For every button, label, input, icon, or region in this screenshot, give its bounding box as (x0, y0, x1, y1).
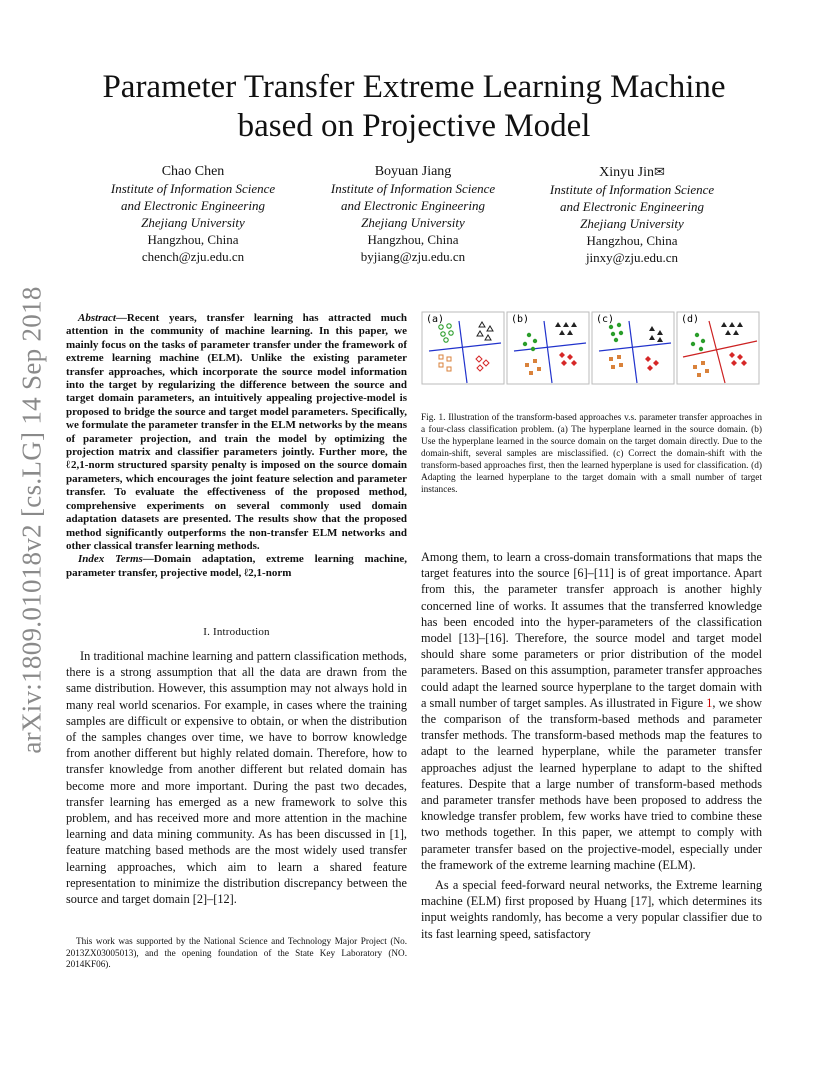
figure-reference-link[interactable]: 1 (706, 695, 713, 710)
author-block-3 (532, 163, 732, 266)
title-line-1: Parameter Transfer Extreme Learning Machine (102, 69, 726, 105)
panel-label-d: (d) (681, 314, 700, 325)
index-terms-label: Index Terms (78, 553, 143, 566)
figure-1-graphic (421, 311, 761, 385)
intro-paragraph-right: Among them, to learn a cross-domain transformations that maps the target features into the source [6]–[11] is of great importance. Apart from this, the parameter transfer approach is another highly concerned line of works. It assumes that the transferred knowledge has been encoded into the hyper-parameters of the classification model [13]–[16]. Therefore, the source model and target model should share some parameters or prior distribution of the model parameters. Based on this assumption, parameter transfer approaches could adapt the learned source hyperplane to the target domain with a small number of target samples. As illustrated in Figure 1, we show the comparison of the transform-based methods and parameter transfer methods. The transform-based methods map the features to adapt to the learned hyperplane, while the parameter transfer approaches adjust the learned hyperplane to adapt to the shifted features. Despite that a large number of transform-based methods and parameter transfer methods have been proposed to address the knowledge transfer problem, few works have tried to combine these two methods together. In this paper, we attempt to comply with parameter transfer based on the projective-model, especially under the framework of the extreme learning machine (ELM). (421, 550, 762, 872)
section-heading: I. Introduction (203, 626, 270, 638)
abstract (66, 312, 407, 580)
panel-label-a: (a) (426, 314, 445, 325)
author-email: jinxy@zju.edu.cn (585, 250, 679, 265)
arxiv-watermark: arXiv:1809.01018v2 [cs.LG] 14 Sep 2018 (16, 286, 47, 754)
author-city: Hangzhou, China (147, 232, 239, 247)
author-affiliation: and Electronic Engineering (121, 198, 265, 213)
figure-1 (421, 311, 761, 385)
author-city: Hangzhou, China (367, 232, 459, 247)
author-email: chench@zju.edu.cn (141, 249, 245, 264)
author-affiliation: Institute of Information Science (549, 182, 715, 197)
intro-left-column (66, 648, 407, 907)
abstract-label: Abstract (78, 312, 116, 324)
footnote: This work was supported by the National Science and Technology Major Project (No. 2013ZX03005013), and the opening foundation of the State Key Laboratory (NO. 2014KF06). (66, 936, 407, 969)
author-affiliation: Zhejiang University (361, 215, 465, 230)
intro-right-column (421, 549, 762, 942)
author-affiliation: Zhejiang University (580, 216, 684, 231)
panel-label-b: (b) (511, 314, 530, 325)
author-affiliation: Institute of Information Science (330, 181, 496, 196)
author-block-2 (313, 163, 513, 265)
author-city: Hangzhou, China (586, 233, 678, 248)
author-name-row (532, 163, 732, 181)
author-block-1 (93, 163, 293, 265)
author-affiliation: and Electronic Engineering (341, 198, 485, 213)
figure-caption: Fig. 1. Illustration of the transform-based approaches v.s. parameter transfer approaches in a four-class classification problem. (a) The hyperplane learned in the source domain. (b) Use the hyperplane learned in the source domain on the target domain directly. Due to the domain-shift, several samples are misclassified. (c) Correct the domain-shift with the transform-based approaches first, then the learned hyperplane is used for classification. (d) Adapting the learned hyperplane to the target domain with a small number of target instances. (421, 413, 762, 495)
envelope-icon: ✉ (653, 164, 665, 179)
index-terms-text: —Domain adaptation, extreme learning machine, parameter transfer, projective model, ℓ2,1-norm (66, 553, 407, 579)
panel-label-c: (c) (596, 314, 615, 325)
abstract-text: —Recent years, transfer learning has attracted much attention in the community of machine learning. In this paper, we mainly focus on the tasks of parameter transfer under the framework of extreme learning machine (ELM). Unlike the existing parameter transfer approaches, which incorporate the source model information into the target by regularizing the difference between the source and target domain parameters, an intuitively appealing projective-model is proposed to bridge the source and target model parameters. Specifically, we formulate the parameter transfer in the ELM networks by the means of parameter projection, and train the model by optimizing the projection matrix and classifier parameters jointly. Further more, the ℓ2,1-norm structured sparsity penalty is imposed on the source domain parameters, which encourages the joint feature selection and parameter transfer. To evaluate the effectiveness of the proposed method, comprehensive experiments on several commonly used domain adaptation datasets are presented. The results show that the proposed method significantly outperforms the non-transfer ELM networks and other classical transfer learning methods. (66, 312, 407, 552)
author-email: byjiang@zju.edu.cn (360, 249, 466, 264)
title-line-2: based on Projective Model (237, 108, 591, 144)
author-affiliation: and Electronic Engineering (560, 199, 704, 214)
author-name: Boyuan Jiang (374, 164, 452, 179)
paper-title (60, 68, 768, 146)
author-name: Chao Chen (161, 164, 225, 179)
author-name: Xinyu Jin (599, 165, 654, 180)
author-affiliation: Zhejiang University (141, 215, 245, 230)
intro-paragraph-elm: As a special feed-forward neural networks, the Extreme learning machine (ELM) first proposed by Huang [17], which determines its input weights randomly, has become a very popular classifier due to its fast learning speed, satisfactory (421, 878, 762, 941)
intro-paragraph: In traditional machine learning and pattern classification methods, there is a strong assumption that all the data are drawn from the same distribution. However, this assumption may not always hold in many real world scenarios. For example, in cases where the training samples are difficult or expensive to obtain, or when the distribution of the samples changes over time, we have to borrow knowledge from another different but highly related domain. Therefore, how to transfer knowledge from another different but related domain has become more and more important. During the past two decades, transfer learning has emerged as a new framework to solve this problem, and has received more and more attention in the machine learning and data mining community. As has been discussed in [1], feature matching based methods are the most widely used transfer learning approaches, which aim to learn a shared feature representation to minimize the distribution discrepancy between the source and target domain [2]–[12]. (66, 649, 407, 907)
author-affiliation: Institute of Information Science (110, 181, 276, 196)
